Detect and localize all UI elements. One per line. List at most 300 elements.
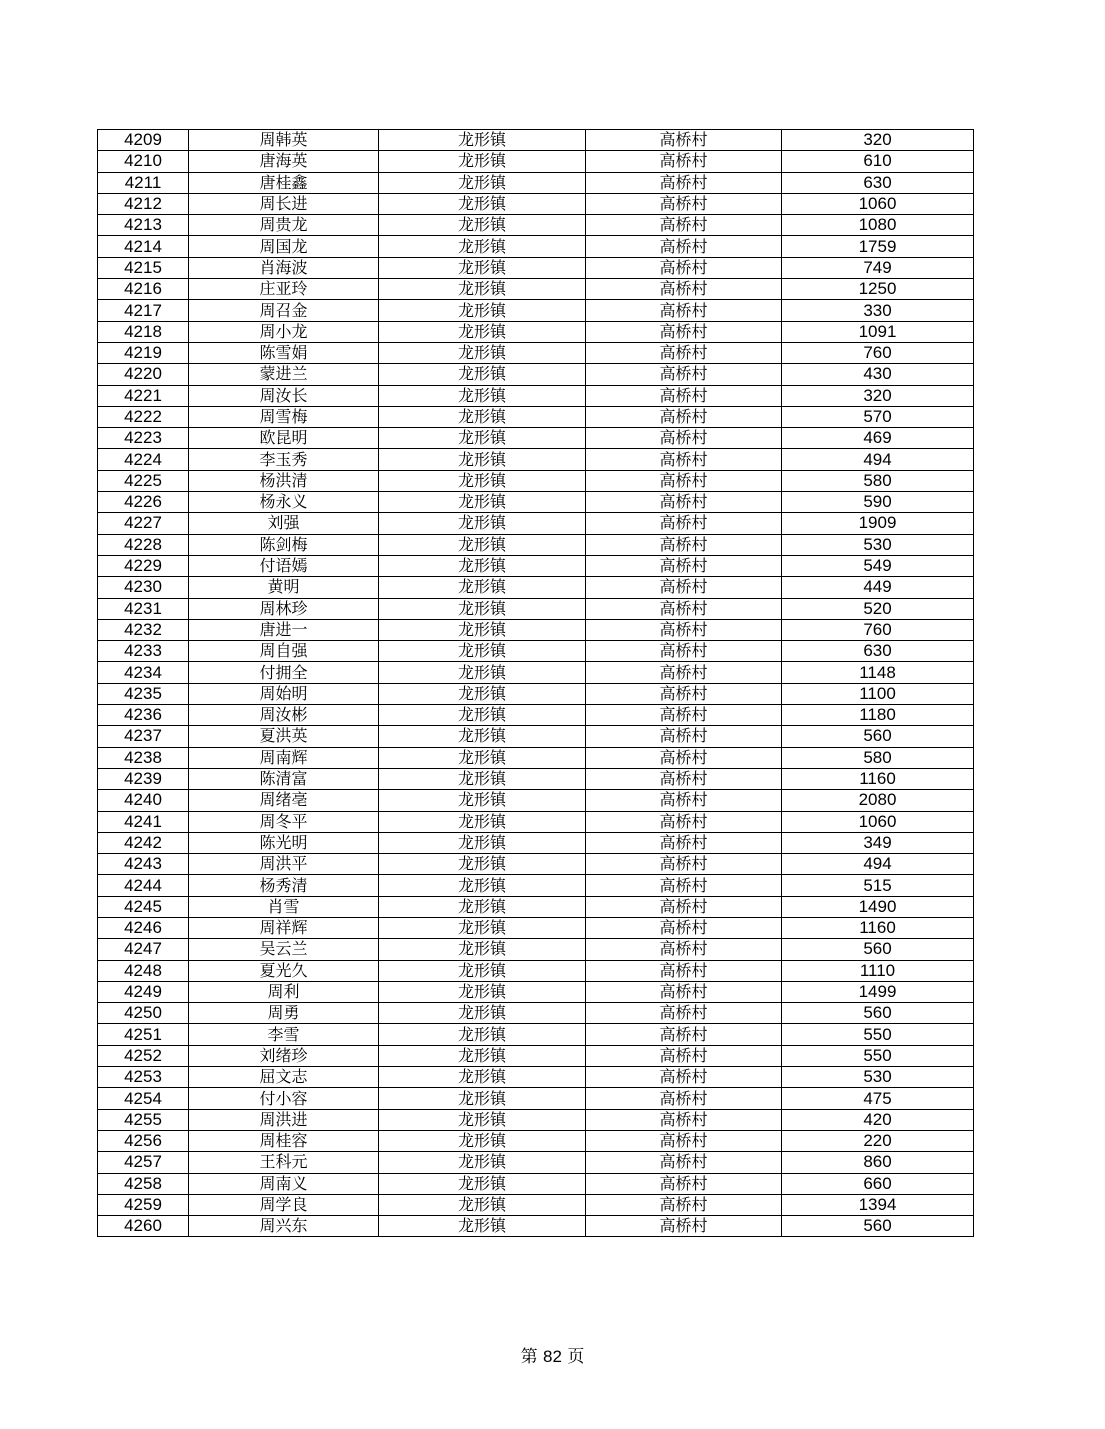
cell-serial-number: 4254 — [98, 1088, 189, 1109]
table-row — [98, 492, 974, 513]
cell-amount: 430 — [782, 364, 974, 385]
cell-name: 刘绪珍 — [189, 1045, 379, 1066]
cell-serial-number: 4228 — [98, 534, 189, 555]
cell-village: 高桥村 — [586, 1024, 782, 1045]
table-row — [98, 406, 974, 427]
cell-name: 杨秀清 — [189, 875, 379, 896]
table-row — [98, 726, 974, 747]
cell-village: 高桥村 — [586, 513, 782, 534]
table-row — [98, 662, 974, 683]
cell-village: 高桥村 — [586, 726, 782, 747]
cell-amount: 1909 — [782, 513, 974, 534]
cell-amount: 560 — [782, 939, 974, 960]
cell-serial-number: 4219 — [98, 342, 189, 363]
cell-name: 周贵龙 — [189, 215, 379, 236]
table-row — [98, 1173, 974, 1194]
cell-village: 高桥村 — [586, 577, 782, 598]
cell-amount: 1080 — [782, 215, 974, 236]
cell-serial-number: 4218 — [98, 321, 189, 342]
cell-amount: 550 — [782, 1045, 974, 1066]
cell-name: 周国龙 — [189, 236, 379, 257]
cell-name: 周洪平 — [189, 854, 379, 875]
cell-village: 高桥村 — [586, 598, 782, 619]
cell-town: 龙形镇 — [379, 747, 586, 768]
cell-village: 高桥村 — [586, 364, 782, 385]
cell-name: 周林珍 — [189, 598, 379, 619]
cell-village: 高桥村 — [586, 130, 782, 151]
cell-serial-number: 4232 — [98, 619, 189, 640]
cell-town: 龙形镇 — [379, 726, 586, 747]
table-row — [98, 130, 974, 151]
cell-serial-number: 4255 — [98, 1109, 189, 1130]
cell-village: 高桥村 — [586, 236, 782, 257]
cell-name: 周汝彬 — [189, 705, 379, 726]
cell-village: 高桥村 — [586, 385, 782, 406]
cell-amount: 494 — [782, 854, 974, 875]
cell-serial-number: 4240 — [98, 790, 189, 811]
cell-serial-number: 4249 — [98, 981, 189, 1002]
cell-village: 高桥村 — [586, 428, 782, 449]
cell-serial-number: 4239 — [98, 768, 189, 789]
cell-name: 王科元 — [189, 1152, 379, 1173]
cell-village: 高桥村 — [586, 747, 782, 768]
cell-village: 高桥村 — [586, 1216, 782, 1237]
cell-town: 龙形镇 — [379, 662, 586, 683]
cell-amount: 590 — [782, 492, 974, 513]
table-row — [98, 1067, 974, 1088]
cell-name: 周长进 — [189, 193, 379, 214]
cell-name: 唐海英 — [189, 151, 379, 172]
cell-amount: 560 — [782, 1003, 974, 1024]
cell-amount: 1394 — [782, 1194, 974, 1215]
cell-town: 龙形镇 — [379, 896, 586, 917]
cell-village: 高桥村 — [586, 1194, 782, 1215]
cell-town: 龙形镇 — [379, 449, 586, 470]
cell-amount: 760 — [782, 342, 974, 363]
cell-town: 龙形镇 — [379, 832, 586, 853]
cell-serial-number: 4236 — [98, 705, 189, 726]
table-row — [98, 1152, 974, 1173]
table-row — [98, 279, 974, 300]
cell-name: 周冬平 — [189, 811, 379, 832]
cell-village: 高桥村 — [586, 705, 782, 726]
cell-amount: 1091 — [782, 321, 974, 342]
cell-name: 黄明 — [189, 577, 379, 598]
cell-name: 周南义 — [189, 1173, 379, 1194]
cell-village: 高桥村 — [586, 470, 782, 491]
cell-serial-number: 4244 — [98, 875, 189, 896]
cell-town: 龙形镇 — [379, 811, 586, 832]
table-row — [98, 534, 974, 555]
cell-town: 龙形镇 — [379, 534, 586, 555]
table-row — [98, 960, 974, 981]
cell-serial-number: 4250 — [98, 1003, 189, 1024]
cell-town: 龙形镇 — [379, 151, 586, 172]
cell-village: 高桥村 — [586, 193, 782, 214]
cell-village: 高桥村 — [586, 449, 782, 470]
cell-amount: 220 — [782, 1130, 974, 1151]
cell-name: 陈雪娟 — [189, 342, 379, 363]
cell-name: 杨洪清 — [189, 470, 379, 491]
cell-amount: 560 — [782, 1216, 974, 1237]
cell-name: 肖海波 — [189, 257, 379, 278]
cell-village: 高桥村 — [586, 917, 782, 938]
cell-serial-number: 4235 — [98, 683, 189, 704]
cell-amount: 660 — [782, 1173, 974, 1194]
cell-serial-number: 4224 — [98, 449, 189, 470]
cell-amount: 1759 — [782, 236, 974, 257]
cell-serial-number: 4220 — [98, 364, 189, 385]
cell-town: 龙形镇 — [379, 385, 586, 406]
cell-name: 付小容 — [189, 1088, 379, 1109]
cell-town: 龙形镇 — [379, 1003, 586, 1024]
cell-town: 龙形镇 — [379, 236, 586, 257]
cell-town: 龙形镇 — [379, 193, 586, 214]
table-row — [98, 342, 974, 363]
table-row — [98, 193, 974, 214]
table-row — [98, 321, 974, 342]
cell-town: 龙形镇 — [379, 364, 586, 385]
cell-town: 龙形镇 — [379, 555, 586, 576]
cell-village: 高桥村 — [586, 257, 782, 278]
table-row — [98, 257, 974, 278]
cell-amount: 469 — [782, 428, 974, 449]
cell-serial-number: 4231 — [98, 598, 189, 619]
cell-name: 周兴东 — [189, 1216, 379, 1237]
cell-amount: 1148 — [782, 662, 974, 683]
cell-town: 龙形镇 — [379, 1024, 586, 1045]
cell-town: 龙形镇 — [379, 215, 586, 236]
cell-amount: 2080 — [782, 790, 974, 811]
cell-name: 周自强 — [189, 641, 379, 662]
cell-serial-number: 4226 — [98, 492, 189, 513]
table-row — [98, 1109, 974, 1130]
cell-amount: 1060 — [782, 811, 974, 832]
cell-serial-number: 4211 — [98, 172, 189, 193]
cell-village: 高桥村 — [586, 683, 782, 704]
cell-amount: 494 — [782, 449, 974, 470]
page-footer — [0, 1342, 1105, 1367]
cell-amount: 580 — [782, 470, 974, 491]
cell-town: 龙形镇 — [379, 1067, 586, 1088]
cell-amount: 550 — [782, 1024, 974, 1045]
cell-amount: 475 — [782, 1088, 974, 1109]
cell-village: 高桥村 — [586, 1130, 782, 1151]
table-row — [98, 619, 974, 640]
cell-town: 龙形镇 — [379, 321, 586, 342]
table-row — [98, 747, 974, 768]
cell-town: 龙形镇 — [379, 1173, 586, 1194]
cell-amount: 420 — [782, 1109, 974, 1130]
cell-amount: 320 — [782, 385, 974, 406]
cell-serial-number: 4243 — [98, 854, 189, 875]
page-footer-suffix: 页 — [567, 1347, 585, 1367]
cell-amount: 1060 — [782, 193, 974, 214]
cell-amount: 549 — [782, 555, 974, 576]
table-body — [98, 130, 974, 1237]
cell-village: 高桥村 — [586, 151, 782, 172]
cell-town: 龙形镇 — [379, 768, 586, 789]
cell-village: 高桥村 — [586, 300, 782, 321]
cell-amount: 1499 — [782, 981, 974, 1002]
cell-amount: 320 — [782, 130, 974, 151]
cell-serial-number: 4230 — [98, 577, 189, 598]
cell-name: 付语嫣 — [189, 555, 379, 576]
cell-village: 高桥村 — [586, 981, 782, 1002]
cell-amount: 1180 — [782, 705, 974, 726]
cell-town: 龙形镇 — [379, 279, 586, 300]
cell-amount: 860 — [782, 1152, 974, 1173]
cell-town: 龙形镇 — [379, 577, 586, 598]
cell-amount: 520 — [782, 598, 974, 619]
cell-amount: 1100 — [782, 683, 974, 704]
cell-village: 高桥村 — [586, 790, 782, 811]
cell-village: 高桥村 — [586, 811, 782, 832]
cell-name: 李雪 — [189, 1024, 379, 1045]
cell-serial-number: 4259 — [98, 1194, 189, 1215]
table-row — [98, 236, 974, 257]
cell-town: 龙形镇 — [379, 790, 586, 811]
cell-town: 龙形镇 — [379, 705, 586, 726]
table-row — [98, 300, 974, 321]
cell-amount: 760 — [782, 619, 974, 640]
table-row — [98, 598, 974, 619]
table-row — [98, 1216, 974, 1237]
cell-town: 龙形镇 — [379, 342, 586, 363]
cell-serial-number: 4221 — [98, 385, 189, 406]
cell-serial-number: 4214 — [98, 236, 189, 257]
cell-serial-number: 4222 — [98, 406, 189, 427]
cell-village: 高桥村 — [586, 534, 782, 555]
cell-town: 龙形镇 — [379, 257, 586, 278]
cell-village: 高桥村 — [586, 960, 782, 981]
cell-town: 龙形镇 — [379, 875, 586, 896]
cell-amount: 1160 — [782, 768, 974, 789]
table-row — [98, 832, 974, 853]
cell-amount: 630 — [782, 641, 974, 662]
cell-serial-number: 4257 — [98, 1152, 189, 1173]
cell-name: 唐桂鑫 — [189, 172, 379, 193]
table-row — [98, 1045, 974, 1066]
cell-serial-number: 4233 — [98, 641, 189, 662]
cell-village: 高桥村 — [586, 1088, 782, 1109]
cell-amount: 630 — [782, 172, 974, 193]
cell-town: 龙形镇 — [379, 598, 586, 619]
cell-name: 杨永义 — [189, 492, 379, 513]
cell-town: 龙形镇 — [379, 1216, 586, 1237]
cell-town: 龙形镇 — [379, 917, 586, 938]
cell-name: 夏洪英 — [189, 726, 379, 747]
cell-village: 高桥村 — [586, 1045, 782, 1066]
cell-village: 高桥村 — [586, 1003, 782, 1024]
cell-town: 龙形镇 — [379, 1152, 586, 1173]
table-row — [98, 939, 974, 960]
table-row — [98, 768, 974, 789]
cell-town: 龙形镇 — [379, 492, 586, 513]
cell-name: 周召金 — [189, 300, 379, 321]
cell-name: 周绪亳 — [189, 790, 379, 811]
cell-serial-number: 4215 — [98, 257, 189, 278]
table-row — [98, 215, 974, 236]
cell-name: 周桂容 — [189, 1130, 379, 1151]
cell-serial-number: 4223 — [98, 428, 189, 449]
cell-name: 周韩英 — [189, 130, 379, 151]
cell-serial-number: 4210 — [98, 151, 189, 172]
cell-amount: 449 — [782, 577, 974, 598]
cell-village: 高桥村 — [586, 832, 782, 853]
cell-serial-number: 4260 — [98, 1216, 189, 1237]
cell-serial-number: 4258 — [98, 1173, 189, 1194]
cell-town: 龙形镇 — [379, 619, 586, 640]
cell-village: 高桥村 — [586, 896, 782, 917]
page-footer-prefix: 第 — [520, 1347, 538, 1367]
cell-town: 龙形镇 — [379, 513, 586, 534]
cell-name: 夏光久 — [189, 960, 379, 981]
cell-village: 高桥村 — [586, 854, 782, 875]
table-row — [98, 1024, 974, 1045]
cell-village: 高桥村 — [586, 1152, 782, 1173]
table-row — [98, 470, 974, 491]
cell-village: 高桥村 — [586, 875, 782, 896]
cell-name: 欧昆明 — [189, 428, 379, 449]
cell-name: 周利 — [189, 981, 379, 1002]
cell-name: 陈光明 — [189, 832, 379, 853]
cell-town: 龙形镇 — [379, 641, 586, 662]
cell-name: 周祥辉 — [189, 917, 379, 938]
cell-name: 陈清富 — [189, 768, 379, 789]
cell-town: 龙形镇 — [379, 1088, 586, 1109]
cell-name: 庄亚玲 — [189, 279, 379, 300]
cell-amount: 560 — [782, 726, 974, 747]
cell-name: 周小龙 — [189, 321, 379, 342]
cell-village: 高桥村 — [586, 406, 782, 427]
table-row — [98, 151, 974, 172]
cell-town: 龙形镇 — [379, 854, 586, 875]
page-number: 82 — [543, 1347, 562, 1366]
cell-serial-number: 4227 — [98, 513, 189, 534]
table-row — [98, 641, 974, 662]
cell-amount: 530 — [782, 534, 974, 555]
cell-serial-number: 4241 — [98, 811, 189, 832]
cell-amount: 1160 — [782, 917, 974, 938]
cell-town: 龙形镇 — [379, 981, 586, 1002]
cell-amount: 580 — [782, 747, 974, 768]
table-row — [98, 172, 974, 193]
cell-serial-number: 4237 — [98, 726, 189, 747]
cell-village: 高桥村 — [586, 342, 782, 363]
cell-name: 周学良 — [189, 1194, 379, 1215]
table-row — [98, 683, 974, 704]
cell-town: 龙形镇 — [379, 172, 586, 193]
cell-serial-number: 4256 — [98, 1130, 189, 1151]
cell-serial-number: 4253 — [98, 1067, 189, 1088]
cell-amount: 749 — [782, 257, 974, 278]
cell-amount: 1490 — [782, 896, 974, 917]
cell-name: 刘强 — [189, 513, 379, 534]
cell-amount: 330 — [782, 300, 974, 321]
cell-name: 周雪梅 — [189, 406, 379, 427]
cell-name: 周洪进 — [189, 1109, 379, 1130]
cell-name: 唐进一 — [189, 619, 379, 640]
table-row — [98, 705, 974, 726]
table-row — [98, 875, 974, 896]
cell-village: 高桥村 — [586, 619, 782, 640]
cell-serial-number: 4212 — [98, 193, 189, 214]
cell-village: 高桥村 — [586, 662, 782, 683]
cell-name: 屈文志 — [189, 1067, 379, 1088]
cell-town: 龙形镇 — [379, 1130, 586, 1151]
cell-serial-number: 4217 — [98, 300, 189, 321]
cell-town: 龙形镇 — [379, 1109, 586, 1130]
cell-village: 高桥村 — [586, 1109, 782, 1130]
cell-serial-number: 4225 — [98, 470, 189, 491]
cell-serial-number: 4252 — [98, 1045, 189, 1066]
table-row — [98, 577, 974, 598]
cell-amount: 610 — [782, 151, 974, 172]
cell-serial-number: 4213 — [98, 215, 189, 236]
cell-town: 龙形镇 — [379, 300, 586, 321]
cell-serial-number: 4251 — [98, 1024, 189, 1045]
cell-village: 高桥村 — [586, 939, 782, 960]
cell-name: 周汝长 — [189, 385, 379, 406]
cell-town: 龙形镇 — [379, 1045, 586, 1066]
cell-town: 龙形镇 — [379, 428, 586, 449]
cell-village: 高桥村 — [586, 555, 782, 576]
cell-town: 龙形镇 — [379, 130, 586, 151]
cell-amount: 1110 — [782, 960, 974, 981]
table-row — [98, 896, 974, 917]
cell-village: 高桥村 — [586, 215, 782, 236]
cell-village: 高桥村 — [586, 172, 782, 193]
cell-serial-number: 4234 — [98, 662, 189, 683]
cell-town: 龙形镇 — [379, 1194, 586, 1215]
cell-serial-number: 4229 — [98, 555, 189, 576]
cell-name: 肖雪 — [189, 896, 379, 917]
table-row — [98, 1088, 974, 1109]
table-row — [98, 364, 974, 385]
cell-name: 周南辉 — [189, 747, 379, 768]
cell-serial-number: 4242 — [98, 832, 189, 853]
table-row — [98, 854, 974, 875]
cell-town: 龙形镇 — [379, 406, 586, 427]
cell-village: 高桥村 — [586, 768, 782, 789]
table-row — [98, 555, 974, 576]
cell-serial-number: 4238 — [98, 747, 189, 768]
cell-name: 周始明 — [189, 683, 379, 704]
cell-town: 龙形镇 — [379, 960, 586, 981]
cell-name: 周勇 — [189, 1003, 379, 1024]
cell-town: 龙形镇 — [379, 939, 586, 960]
cell-serial-number: 4245 — [98, 896, 189, 917]
cell-name: 陈剑梅 — [189, 534, 379, 555]
cell-village: 高桥村 — [586, 321, 782, 342]
cell-village: 高桥村 — [586, 279, 782, 300]
data-table — [97, 129, 974, 1237]
table-row — [98, 790, 974, 811]
cell-amount: 515 — [782, 875, 974, 896]
cell-village: 高桥村 — [586, 492, 782, 513]
table-row — [98, 385, 974, 406]
cell-amount: 530 — [782, 1067, 974, 1088]
cell-amount: 570 — [782, 406, 974, 427]
table-row — [98, 917, 974, 938]
table-row — [98, 428, 974, 449]
cell-serial-number: 4248 — [98, 960, 189, 981]
table-row — [98, 981, 974, 1002]
table-row — [98, 1130, 974, 1151]
table-row — [98, 513, 974, 534]
cell-town: 龙形镇 — [379, 683, 586, 704]
